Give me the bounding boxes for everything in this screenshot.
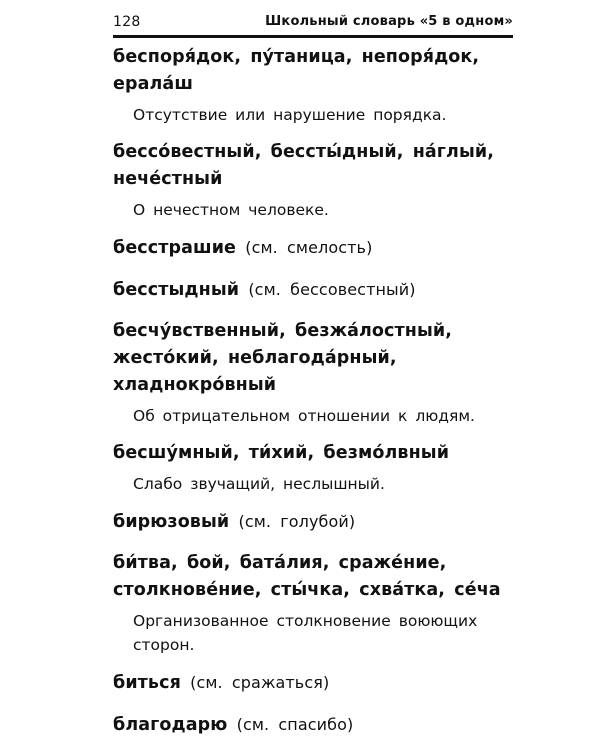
entry-bessovestny — [113, 139, 523, 222]
definition: Об отрицательном отношении к людям. — [133, 407, 475, 425]
headword-line: би́тва, бой, бата́лия, сраже́ние, — [113, 553, 447, 573]
cross-reference: (см. спасибо) — [236, 715, 354, 734]
headword-line — [113, 711, 523, 739]
cross-reference: (см. смелость) — [245, 238, 373, 257]
headword-line — [113, 669, 523, 697]
entry-besporyadok — [113, 44, 523, 127]
entry-biryuzovy — [113, 508, 523, 536]
page-number: 128 — [113, 14, 141, 30]
definition-line: Организованное столкновение воюющих — [133, 612, 478, 630]
headword-line — [113, 508, 523, 536]
headword: бесстрашие — [113, 238, 237, 258]
running-title: Школьный словарь «5 в одном» — [265, 14, 513, 29]
header-rule — [113, 35, 513, 38]
cross-reference: (см. сражаться) — [190, 673, 330, 692]
headword-line: бесчу́вственный, безжа́лостный, — [113, 321, 452, 341]
definition: О нечестном человеке. — [133, 201, 329, 219]
definition: Слабо звучащий, неслышный. — [133, 475, 385, 493]
entry-besstydny — [113, 276, 523, 304]
headword-line — [113, 234, 523, 262]
cross-reference: (см. бессовестный) — [248, 280, 416, 299]
entry-besstrashie — [113, 234, 523, 262]
definition — [113, 609, 523, 657]
entry-blagodaryu — [113, 711, 523, 739]
page-header — [113, 10, 513, 36]
entry-bitsya — [113, 669, 523, 697]
headword: бирюзовый — [113, 512, 230, 532]
entry-beschuvstvenny — [113, 318, 523, 428]
entry-bitva — [113, 550, 523, 657]
headword: бесстыдный — [113, 280, 240, 300]
headword-line — [113, 276, 523, 304]
entry-list — [113, 44, 523, 739]
headword-line: бессо́вестный, бессты́дный, на́глый, — [113, 142, 494, 162]
entry-besshumny — [113, 440, 523, 496]
headword-line: жесто́кий, неблагода́рный, — [113, 348, 397, 368]
headword: благодарю — [113, 715, 228, 735]
headword-line: хладнокро́вный — [113, 375, 277, 395]
definition: Отсутствие или нарушение порядка. — [133, 106, 447, 124]
headword: биться — [113, 673, 181, 693]
headword-line: ерала́ш — [113, 74, 194, 94]
headword-line: беспоря́док, пу́таница, непоря́док, — [113, 47, 480, 67]
headword-line: столкнове́ние, сты́чка, схва́тка, се́ча — [113, 580, 501, 600]
headword-line: нече́стный — [113, 169, 223, 189]
cross-reference: (см. голубой) — [238, 512, 356, 531]
definition-line: сторон. — [133, 636, 195, 654]
headword-line: бесшу́мный, ти́хий, безмо́лвный — [113, 443, 450, 463]
